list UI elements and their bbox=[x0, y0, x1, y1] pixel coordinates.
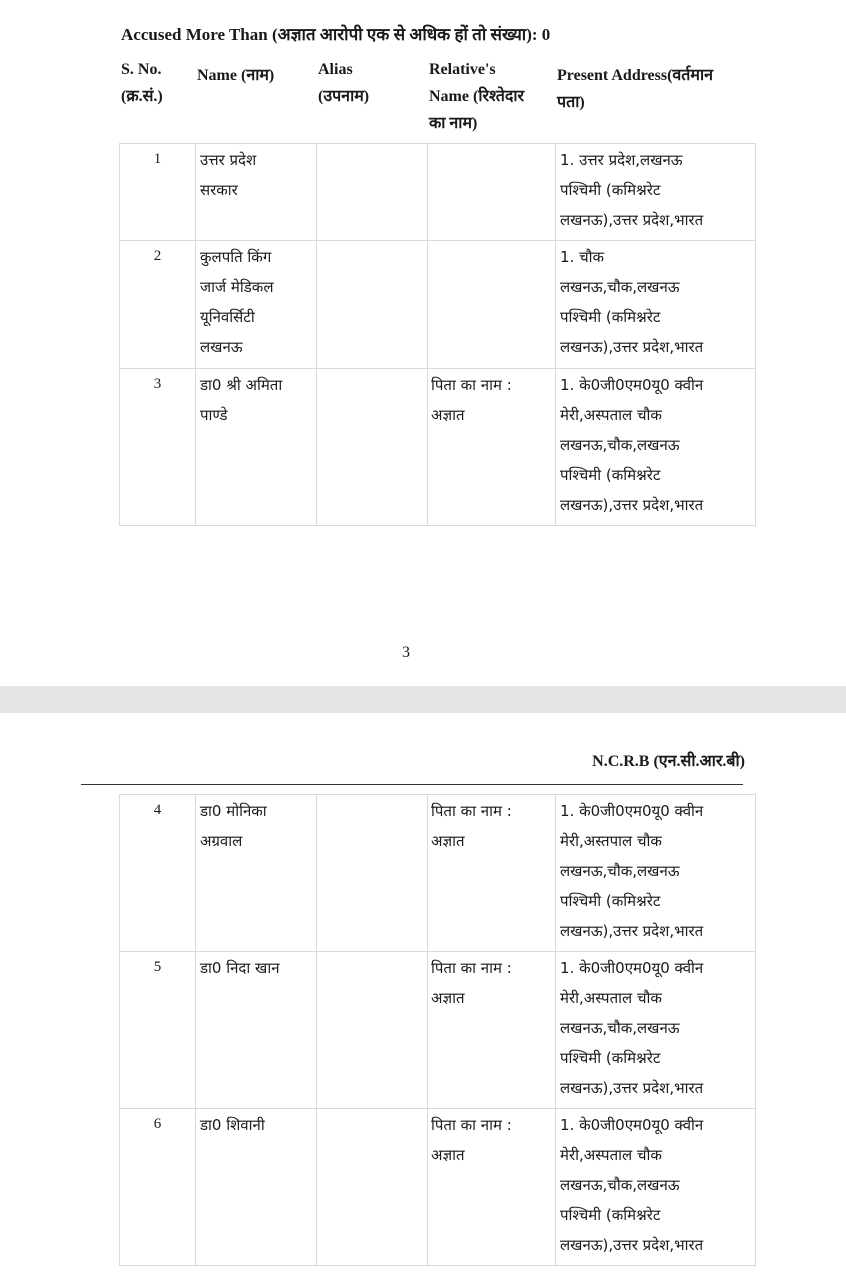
col-header-relative-2: Name (रिश्तेदार bbox=[429, 88, 525, 105]
name-line: सरकार bbox=[200, 181, 238, 199]
col-header-sno-hi: (क्र.सं.) bbox=[121, 88, 163, 105]
present-address-line: मेरी,अस्पताल चौक bbox=[560, 406, 662, 424]
alias-cell bbox=[317, 369, 428, 526]
present-address-cell bbox=[556, 144, 756, 241]
name-line: डा0 श्री अमिता bbox=[200, 376, 283, 394]
name-cell bbox=[196, 1109, 317, 1266]
relative-name-line: पिता का नाम : bbox=[431, 802, 512, 820]
present-address-line: मेरी,अस्पताल चौक bbox=[560, 989, 662, 1007]
present-address-line: लखनऊ),उत्तर प्रदेश,भारत bbox=[560, 211, 704, 229]
alias-cell bbox=[317, 1109, 428, 1266]
table-row bbox=[120, 369, 756, 526]
present-address-line: पश्चिमी (कमिश्नरेट bbox=[560, 1206, 661, 1224]
present-address-line: पश्चिमी (कमिश्नरेट bbox=[560, 892, 661, 910]
alias-cell bbox=[317, 795, 428, 952]
present-address-line: 1. के0जी0एम0यू0 क्वीन bbox=[560, 1116, 704, 1134]
table-row bbox=[120, 795, 756, 952]
present-address-line: लखनऊ,चौक,लखनऊ bbox=[560, 278, 680, 296]
name-cell bbox=[196, 952, 317, 1109]
present-address-line: पश्चिमी (कमिश्नरेट bbox=[560, 466, 661, 484]
col-header-name-label: Name (नाम) bbox=[197, 67, 275, 84]
col-header-address bbox=[557, 62, 713, 116]
document-page-2 bbox=[0, 713, 846, 1280]
relative-name-line: पिता का नाम : bbox=[431, 376, 512, 394]
name-line: डा0 निदा खान bbox=[200, 959, 280, 977]
table-row bbox=[120, 144, 756, 241]
present-address-line: पश्चिमी (कमिश्नरेट bbox=[560, 308, 661, 326]
present-address-line: 1. के0जी0एम0यू0 क्वीन bbox=[560, 376, 704, 394]
present-address-line: 1. उत्तर प्रदेश,लखनऊ bbox=[560, 151, 683, 169]
col-header-alias-hi: (उपनाम) bbox=[318, 88, 370, 105]
accused-count-heading: Accused More Than (अज्ञात आरोपी एक से अधिक हों तो संख्या): 0 bbox=[121, 25, 551, 44]
name-cell bbox=[196, 369, 317, 526]
accused-table-page-2 bbox=[119, 794, 756, 1266]
present-address-cell bbox=[556, 795, 756, 952]
name-line: कुलपति किंग bbox=[200, 248, 272, 266]
col-header-sno bbox=[121, 56, 163, 110]
ncrb-heading: N.C.R.B (एन.सी.आर.बी) bbox=[592, 753, 745, 770]
col-header-sno-en: S. No. bbox=[121, 61, 162, 78]
sno-cell: 2 bbox=[120, 241, 196, 369]
relative-name-cell bbox=[428, 369, 556, 526]
relative-name-line: पिता का नाम : bbox=[431, 1116, 512, 1134]
present-address-line: 1. चौक bbox=[560, 248, 605, 266]
name-line: लखनऊ bbox=[200, 338, 243, 356]
table-row bbox=[120, 952, 756, 1109]
name-line: पाण्डे bbox=[200, 406, 228, 424]
present-address-line: लखनऊ),उत्तर प्रदेश,भारत bbox=[560, 1079, 704, 1097]
col-header-name bbox=[197, 62, 274, 89]
col-header-address-2: पता) bbox=[557, 94, 585, 111]
page-separator bbox=[0, 686, 846, 713]
present-address-line: मेरी,अस्तपाल चौक bbox=[560, 832, 662, 850]
table-row bbox=[120, 241, 756, 369]
relative-name-line: अज्ञात bbox=[431, 1146, 465, 1164]
sno-cell: 1 bbox=[120, 144, 196, 241]
col-header-relative-1: Relative's bbox=[429, 61, 496, 78]
page-number: 3 bbox=[402, 644, 410, 661]
sno-cell: 5 bbox=[120, 952, 196, 1109]
col-header-relative bbox=[429, 56, 524, 137]
present-address-cell bbox=[556, 369, 756, 526]
present-address-cell bbox=[556, 952, 756, 1109]
relative-name-line: अज्ञात bbox=[431, 406, 465, 424]
name-line: डा0 मोनिका bbox=[200, 802, 267, 820]
alias-cell bbox=[317, 952, 428, 1109]
sno-cell: 4 bbox=[120, 795, 196, 952]
name-cell bbox=[196, 795, 317, 952]
header-rule bbox=[81, 784, 743, 785]
present-address-cell bbox=[556, 1109, 756, 1266]
present-address-cell bbox=[556, 241, 756, 369]
col-header-address-1: Present Address(वर्तमान bbox=[557, 67, 714, 84]
relative-name-cell bbox=[428, 795, 556, 952]
present-address-line: लखनऊ),उत्तर प्रदेश,भारत bbox=[560, 1236, 704, 1254]
accused-table-page-1 bbox=[119, 143, 756, 526]
name-line: डा0 शिवानी bbox=[200, 1116, 265, 1134]
relative-name-cell bbox=[428, 241, 556, 369]
name-line: यूनिवर्सिटी bbox=[200, 308, 255, 326]
present-address-line: लखनऊ),उत्तर प्रदेश,भारत bbox=[560, 496, 704, 514]
present-address-line: पश्चिमी (कमिश्नरेट bbox=[560, 181, 661, 199]
sno-cell: 3 bbox=[120, 369, 196, 526]
col-header-alias-en: Alias bbox=[318, 61, 353, 78]
present-address-line: लखनऊ,चौक,लखनऊ bbox=[560, 862, 680, 880]
relative-name-cell bbox=[428, 144, 556, 241]
present-address-line: पश्चिमी (कमिश्नरेट bbox=[560, 1049, 661, 1067]
name-line: जार्ज मेडिकल bbox=[200, 278, 274, 296]
present-address-line: लखनऊ,चौक,लखनऊ bbox=[560, 1176, 680, 1194]
present-address-line: 1. के0जी0एम0यू0 क्वीन bbox=[560, 959, 704, 977]
col-header-alias bbox=[318, 56, 369, 110]
col-header-relative-3: का नाम) bbox=[429, 115, 478, 132]
present-address-line: लखनऊ,चौक,लखनऊ bbox=[560, 1019, 680, 1037]
sno-cell: 6 bbox=[120, 1109, 196, 1266]
relative-name-line: अज्ञात bbox=[431, 832, 465, 850]
relative-name-cell bbox=[428, 1109, 556, 1266]
relative-name-cell bbox=[428, 952, 556, 1109]
name-cell bbox=[196, 241, 317, 369]
present-address-line: मेरी,अस्पताल चौक bbox=[560, 1146, 662, 1164]
present-address-line: लखनऊ,चौक,लखनऊ bbox=[560, 436, 680, 454]
name-line: उत्तर प्रदेश bbox=[200, 151, 257, 169]
alias-cell bbox=[317, 144, 428, 241]
present-address-line: 1. के0जी0एम0यू0 क्वीन bbox=[560, 802, 704, 820]
name-cell bbox=[196, 144, 317, 241]
name-line: अग्रवाल bbox=[200, 832, 243, 850]
present-address-line: लखनऊ),उत्तर प्रदेश,भारत bbox=[560, 338, 704, 356]
relative-name-line: पिता का नाम : bbox=[431, 959, 512, 977]
relative-name-line: अज्ञात bbox=[431, 989, 465, 1007]
table-row bbox=[120, 1109, 756, 1266]
alias-cell bbox=[317, 241, 428, 369]
present-address-line: लखनऊ),उत्तर प्रदेश,भारत bbox=[560, 922, 704, 940]
